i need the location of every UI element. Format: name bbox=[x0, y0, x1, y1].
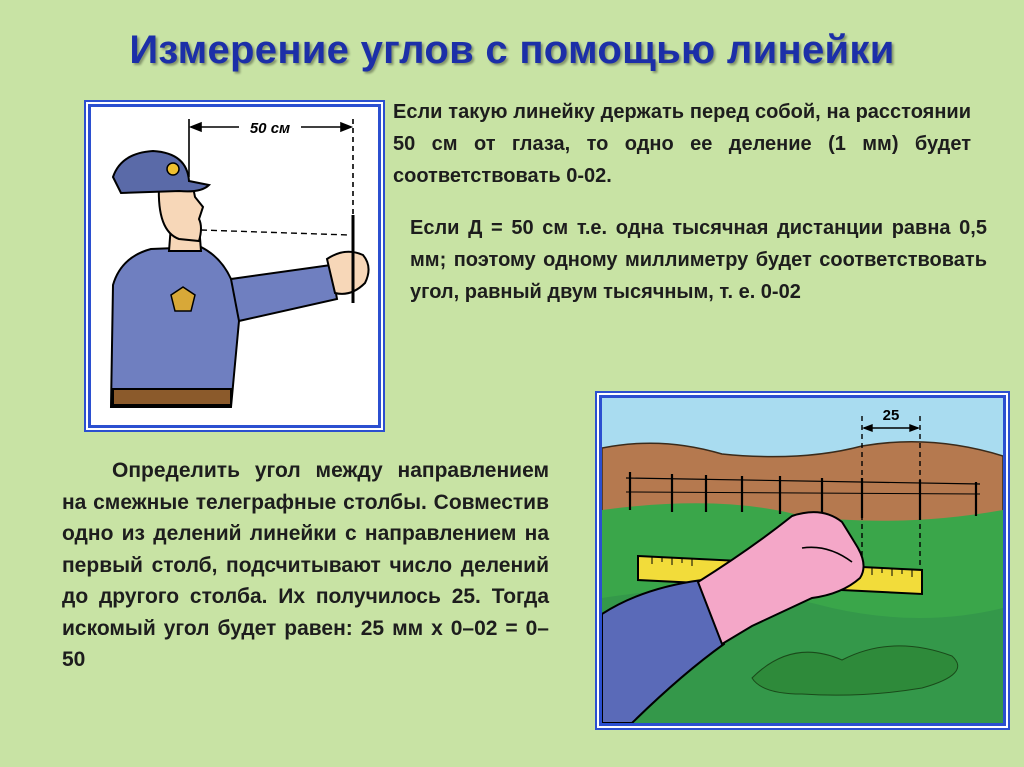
soldier-illustration bbox=[88, 104, 381, 428]
distance-label: 50 см bbox=[249, 120, 291, 137]
paragraph-telegraph-poles bbox=[62, 455, 549, 676]
paragraph-text: Если такую линейку держать перед собой, на расстоянии 50 см от глаза, то одно ее деление (1 мм) будет соответствовать 0-02. bbox=[393, 101, 971, 187]
paragraph-text: Определить угол между направлением на смежные телеграфные столбы. Совместив одно из делений линейки с направлением на первый столб, подсчитывают число делений до другого столба. Их получилось 25. Тогда искомый угол будет равен: 25 мм х 0–02 = 0–50 bbox=[62, 459, 549, 671]
divisions-label: 25 bbox=[882, 407, 900, 424]
page-title: Измерение углов с помощью линейки bbox=[129, 28, 895, 72]
paragraph-text: Если Д = 50 см т.е. одна тысячная дистанции равна 0,5 мм; поэтому одному миллиметру будет соответствовать угол, равный двум тысячным, т. е. 0-02 bbox=[410, 217, 987, 303]
ruler-poles-illustration bbox=[599, 395, 1006, 726]
paragraph-thousandth bbox=[410, 212, 987, 308]
paragraph-ruler-distance bbox=[393, 96, 971, 192]
